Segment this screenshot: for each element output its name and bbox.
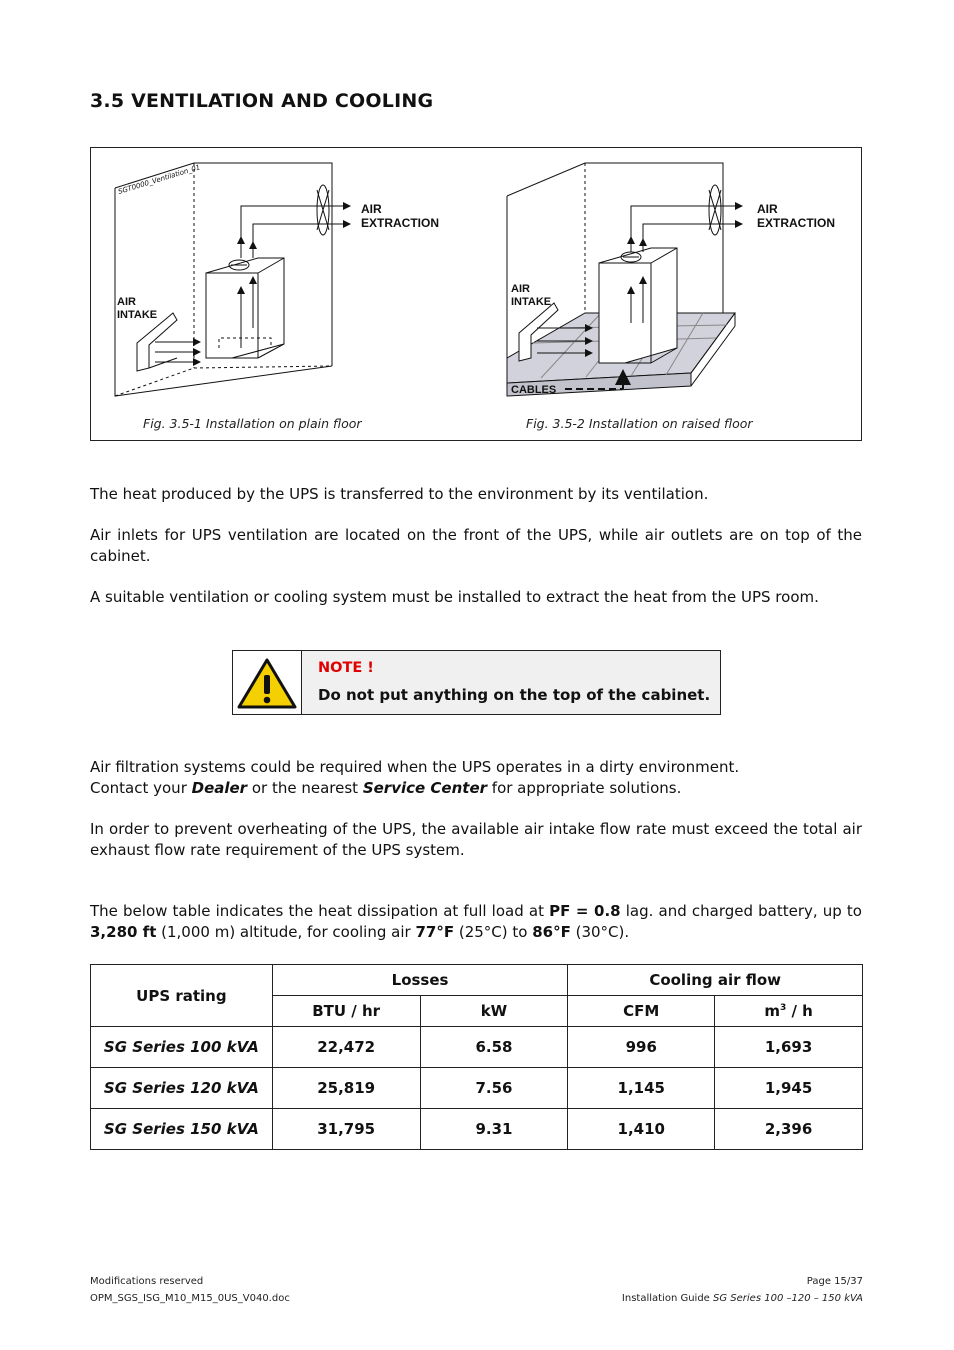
paragraph-heat: The heat produced by the UPS is transferred to the environment by its ventilation. — [90, 485, 709, 503]
fig2-air-extraction-line1: AIR — [757, 202, 778, 216]
paragraph-air-filtration — [90, 757, 862, 799]
note-box — [232, 650, 721, 715]
row-m3h: 2,396 — [715, 1109, 863, 1150]
fig1-air-extraction-line2: EXTRACTION — [361, 216, 439, 230]
header-kw: kW — [420, 996, 568, 1027]
row-btu: 25,819 — [272, 1068, 420, 1109]
warning-triangle-icon — [233, 651, 301, 714]
row-btu: 31,795 — [272, 1109, 420, 1150]
table-header-row — [91, 965, 863, 996]
paragraph-suitable-system: A suitable ventilation or cooling system must be installed to extract the heat from the UPS room. — [90, 588, 819, 606]
filtration-text: Air filtration systems could be required when the UPS operates in a dirty environment. — [90, 758, 740, 776]
contact-text-c: for appropriate solutions. — [487, 779, 682, 797]
row-btu: 22,472 — [272, 1027, 420, 1068]
row-ups-rating: SG Series 100 kVA — [91, 1027, 273, 1068]
row-kw: 6.58 — [420, 1027, 568, 1068]
row-kw: 9.31 — [420, 1109, 568, 1150]
section-heading: 3.5 VENTILATION AND COOLING — [90, 90, 434, 112]
table-row — [91, 1109, 863, 1150]
fig1-air-intake-line1: AIR — [117, 296, 136, 308]
fig1-stamp: SGT0000_Ventilation_01 — [117, 163, 202, 196]
altitude-ft: 3,280 ft — [90, 923, 157, 941]
intro-text-d: (25°C) to — [454, 923, 533, 941]
footer-modifications: Modifications reserved — [90, 1276, 204, 1287]
intro-text-c: (1,000 m) altitude, for cooling air — [156, 923, 416, 941]
header-ups-rating: UPS rating — [91, 965, 273, 1027]
figure-box — [90, 147, 862, 441]
dealer-emphasis: Dealer — [191, 779, 248, 797]
fig1-air-intake-line2: INTAKE — [117, 309, 158, 321]
row-m3h: 1,693 — [715, 1027, 863, 1068]
footer-doc-name: OPM_SGS_ISG_M10_M15_0US_V040.doc — [90, 1293, 290, 1304]
contact-text-a: Contact your — [90, 779, 192, 797]
header-cooling-air-flow: Cooling air flow — [568, 965, 863, 996]
footer-page-number: Page 15/37 — [806, 1276, 863, 1287]
contact-text-b: or the nearest — [247, 779, 363, 797]
fig1-drawing — [115, 163, 349, 396]
fig2-air-intake-line1: AIR — [511, 283, 530, 295]
temp-77f: 77°F — [415, 923, 455, 941]
footer-guide-title: Installation Guide SG Series 100 –120 – 150 kVA — [621, 1293, 863, 1304]
heat-dissipation-table — [90, 964, 863, 1150]
row-kw: 7.56 — [420, 1068, 568, 1109]
warning-icon-cell — [233, 651, 302, 714]
table-row — [91, 1068, 863, 1109]
row-ups-rating: SG Series 120 kVA — [91, 1068, 273, 1109]
intro-text-b: lag. and charged battery, up to — [620, 902, 862, 920]
paragraph-overheating: In order to prevent overheating of the UPS, the available air intake flow rate must exceed the total air exhaust flow rate requirement of the UPS system. — [90, 820, 862, 859]
row-cfm: 996 — [568, 1027, 715, 1068]
ventilation-diagrams — [91, 148, 863, 442]
pf-value: PF = 0.8 — [549, 902, 621, 920]
header-btu: BTU / hr — [272, 996, 420, 1027]
intro-text-a: The below table indicates the heat dissipation at full load at — [90, 902, 550, 920]
row-ups-rating: SG Series 150 kVA — [91, 1109, 273, 1150]
header-cfm: CFM — [568, 996, 715, 1027]
fig1-air-extraction-line1: AIR — [361, 202, 382, 216]
table-row — [91, 1027, 863, 1068]
row-m3h: 1,945 — [715, 1068, 863, 1109]
fig2-drawing — [507, 163, 741, 396]
temp-86f: 86°F — [532, 923, 571, 941]
fig2-air-intake-line2: INTAKE — [511, 296, 552, 308]
header-losses: Losses — [272, 965, 568, 996]
note-label: NOTE ! — [318, 660, 374, 676]
row-cfm: 1,410 — [568, 1109, 715, 1150]
row-cfm: 1,145 — [568, 1068, 715, 1109]
service-center-emphasis: Service Center — [362, 779, 488, 797]
paragraph-table-intro — [90, 901, 862, 943]
intro-text-e: (30°C). — [570, 923, 630, 941]
paragraph-air-inlets: Air inlets for UPS ventilation are located on the front of the UPS, while air outlets are on top of the cabinet. — [90, 526, 862, 565]
header-m3h: $m^3$ / h — [715, 996, 863, 1027]
note-message: Do not put anything on the top of the cabinet. — [318, 686, 711, 704]
fig2-air-extraction-line2: EXTRACTION — [757, 216, 835, 230]
fig2-cables-label: CABLES — [511, 384, 557, 396]
fig2-caption: Fig. 3.5-2 Installation on raised floor — [526, 416, 753, 431]
fig1-caption: Fig. 3.5-1 Installation on plain floor — [143, 416, 362, 431]
